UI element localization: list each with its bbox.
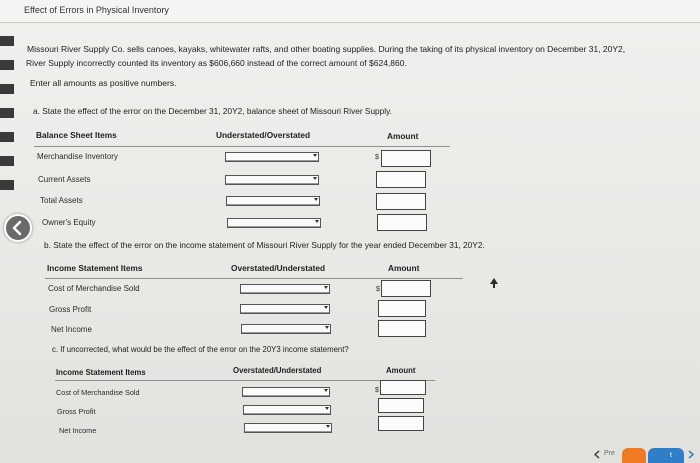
strip-band [0, 132, 14, 142]
part-a-effect-dropdown-3[interactable] [226, 196, 320, 206]
strip-band [0, 60, 14, 70]
strip-band [0, 36, 14, 46]
instruction: Enter all amounts as positive numbers. [30, 78, 177, 88]
part-b-question: b. State the effect of the error on the income statement of Missouri River Supply for the year ended December 31, 20Y2. [44, 240, 485, 250]
chevron-down-icon [313, 177, 317, 180]
currency-symbol: $ [375, 387, 379, 394]
chevron-left-icon [6, 216, 30, 240]
chevron-down-icon [325, 326, 329, 329]
part-a-row-label: Total Assets [40, 196, 83, 205]
chevron-down-icon [326, 425, 330, 428]
part-a-header-items: Balance Sheet Items [36, 130, 117, 140]
strip-band [0, 84, 14, 94]
chevron-down-icon [324, 286, 328, 289]
part-c-header-amount: Amount [386, 366, 416, 375]
prev-label: Pre [604, 450, 615, 457]
part-b-effect-dropdown-1[interactable] [240, 284, 330, 294]
left-edge-strip [0, 22, 14, 463]
part-b-row-label: Cost of Merchandise Sold [48, 284, 140, 293]
part-a-header-effect: Understated/Overstated [216, 130, 311, 140]
part-b-amount-input-3[interactable] [378, 320, 426, 337]
part-c-amount-input-2[interactable] [378, 398, 424, 413]
prev-button[interactable] [592, 446, 620, 463]
part-c-effect-dropdown-1[interactable] [242, 387, 330, 397]
strip-band [0, 156, 14, 166]
problem-line-1: Missouri River Supply Co. sells canoes, kayaks, whitewater rafts, and other boating supplies. During the taking of its physical inventory on December 31, 20Y2, [27, 44, 626, 54]
chevron-down-icon [314, 198, 318, 201]
part-b-amount-input-2[interactable] [378, 300, 426, 317]
part-b-effect-dropdown-2[interactable] [240, 304, 330, 314]
currency-symbol: $ [376, 286, 380, 293]
strip-band [0, 108, 14, 118]
part-b-row-label: Gross Profit [49, 305, 92, 314]
part-a-header-amount: Amount [387, 131, 419, 141]
part-a-row-label: Current Assets [38, 175, 91, 184]
next-label: t [670, 452, 672, 459]
title-bar [0, 0, 700, 23]
problem-statement [27, 42, 697, 70]
chevron-down-icon [324, 306, 328, 309]
bottom-navigation [592, 446, 700, 463]
part-c-header-rule [55, 380, 435, 381]
part-a-effect-dropdown-2[interactable] [225, 175, 319, 185]
part-b-row-label: Net Income [51, 325, 92, 334]
part-a-row-label: Merchandise Inventory [37, 152, 118, 161]
chevron-down-icon [325, 407, 329, 410]
part-c-row-label: Cost of Merchandise Sold [56, 388, 140, 397]
chevron-down-icon [313, 154, 317, 157]
part-b-effect-dropdown-3[interactable] [241, 324, 331, 334]
part-a-row-label: Owner's Equity [42, 218, 96, 227]
part-c-question: c. If uncorrected, what would be the effect of the error on the 20Y3 income statement? [52, 345, 349, 354]
strip-band [0, 180, 14, 190]
chevron-right-icon [688, 450, 694, 459]
part-b-header-amount: Amount [388, 263, 420, 273]
next-button[interactable] [648, 448, 684, 463]
page-title: Effect of Errors in Physical Inventory [24, 5, 169, 15]
part-c-amount-input-3[interactable] [378, 416, 424, 431]
currency-symbol: $ [375, 154, 379, 161]
back-button[interactable] [4, 214, 32, 242]
part-a-amount-input-4[interactable] [377, 214, 427, 231]
part-c-row-label: Gross Profit [57, 407, 96, 416]
part-b-header-effect: Overstated/Understated [231, 263, 326, 273]
part-c-row-label: Net Income [59, 426, 97, 435]
part-c-header-effect: Overstated/Understated [233, 366, 322, 375]
part-a-question: a. State the effect of the error on the December 31, 20Y2, balance sheet of Missouri River Supply. [33, 106, 392, 116]
part-a-effect-dropdown-4[interactable] [227, 218, 321, 228]
part-a-amount-input-2[interactable] [376, 171, 426, 188]
chevron-down-icon [324, 389, 328, 392]
part-c-effect-dropdown-2[interactable] [243, 405, 331, 415]
part-a-amount-input-1[interactable] [381, 150, 431, 167]
mouse-cursor-icon [490, 278, 498, 288]
problem-line-2: River Supply incorrectly counted its inventory as $606,660 instead of the correct amount of $624,860. [26, 58, 407, 68]
logo-shape [622, 448, 646, 463]
part-b-amount-input-1[interactable] [381, 280, 431, 297]
chevron-left-icon [594, 450, 600, 459]
part-a-effect-dropdown-1[interactable] [225, 152, 319, 162]
chevron-down-icon [315, 220, 319, 223]
part-a-header-rule [34, 146, 450, 147]
part-b-header-items: Income Statement Items [47, 263, 143, 273]
part-c-amount-input-1[interactable] [380, 380, 426, 395]
part-c-effect-dropdown-3[interactable] [244, 423, 332, 433]
part-c-header-items: Income Statement Items [56, 368, 146, 377]
part-a-amount-input-3[interactable] [376, 193, 426, 210]
part-b-header-rule [45, 278, 463, 279]
